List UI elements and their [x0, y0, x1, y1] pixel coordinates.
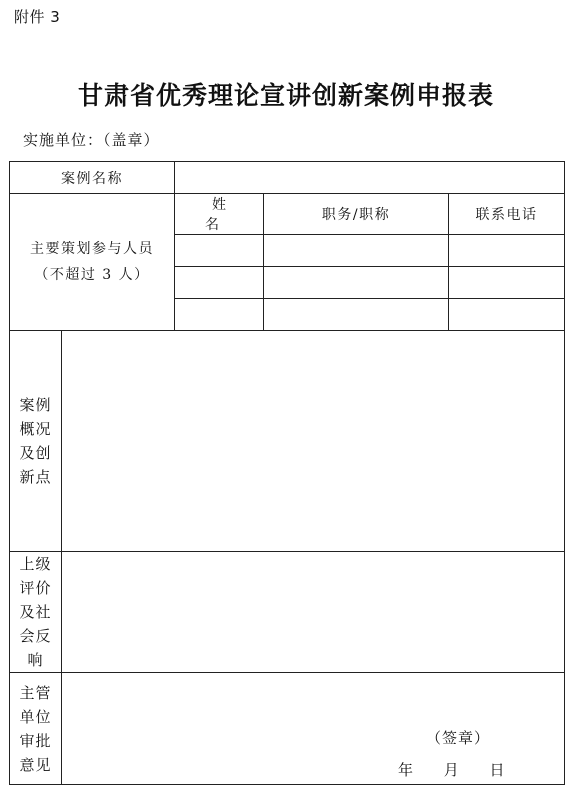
staff-column-title: 职务/职称 [264, 194, 449, 235]
staff-phone-field[interactable] [449, 235, 565, 267]
evaluation-row [10, 552, 565, 673]
approval-signature-label: （签章） [426, 729, 491, 747]
case-name-field[interactable] [175, 162, 565, 194]
staff-title-field[interactable] [264, 235, 449, 267]
overview-label: 案例概况及创新点 [10, 331, 62, 552]
approval-label: 主管单位审批意见 [10, 673, 62, 785]
application-form-table [9, 161, 565, 785]
case-name-row [10, 162, 565, 194]
staff-name-field[interactable] [175, 235, 264, 267]
evaluation-field[interactable] [62, 552, 565, 673]
staff-title-field[interactable] [264, 267, 449, 299]
staff-header-row [10, 194, 565, 235]
staff-label-line1: 主要策划参与人员 [30, 241, 154, 257]
staff-name-field[interactable] [175, 299, 264, 331]
case-name-label: 案例名称 [10, 162, 175, 194]
attachment-number: 附件 3 [14, 8, 61, 26]
staff-column-phone: 联系电话 [449, 194, 565, 235]
staff-title-field[interactable] [264, 299, 449, 331]
approval-row [10, 673, 565, 785]
overview-field[interactable] [62, 331, 565, 552]
approval-date-label: 年 月 日 [398, 761, 505, 779]
approval-field[interactable] [62, 673, 565, 785]
staff-label-cell [10, 194, 175, 331]
staff-phone-field[interactable] [449, 267, 565, 299]
staff-phone-field[interactable] [449, 299, 565, 331]
overview-row [10, 331, 565, 552]
implementing-unit-label: 实施单位：（盖章） [23, 131, 160, 149]
staff-column-name: 姓 名 [175, 194, 264, 235]
document-title: 甘肃省优秀理论宣讲创新案例申报表 [77, 81, 494, 110]
staff-name-field[interactable] [175, 267, 264, 299]
staff-label-line2: （不超过 3 人） [34, 267, 150, 283]
evaluation-label: 上级评价及社会反响 [10, 552, 62, 673]
